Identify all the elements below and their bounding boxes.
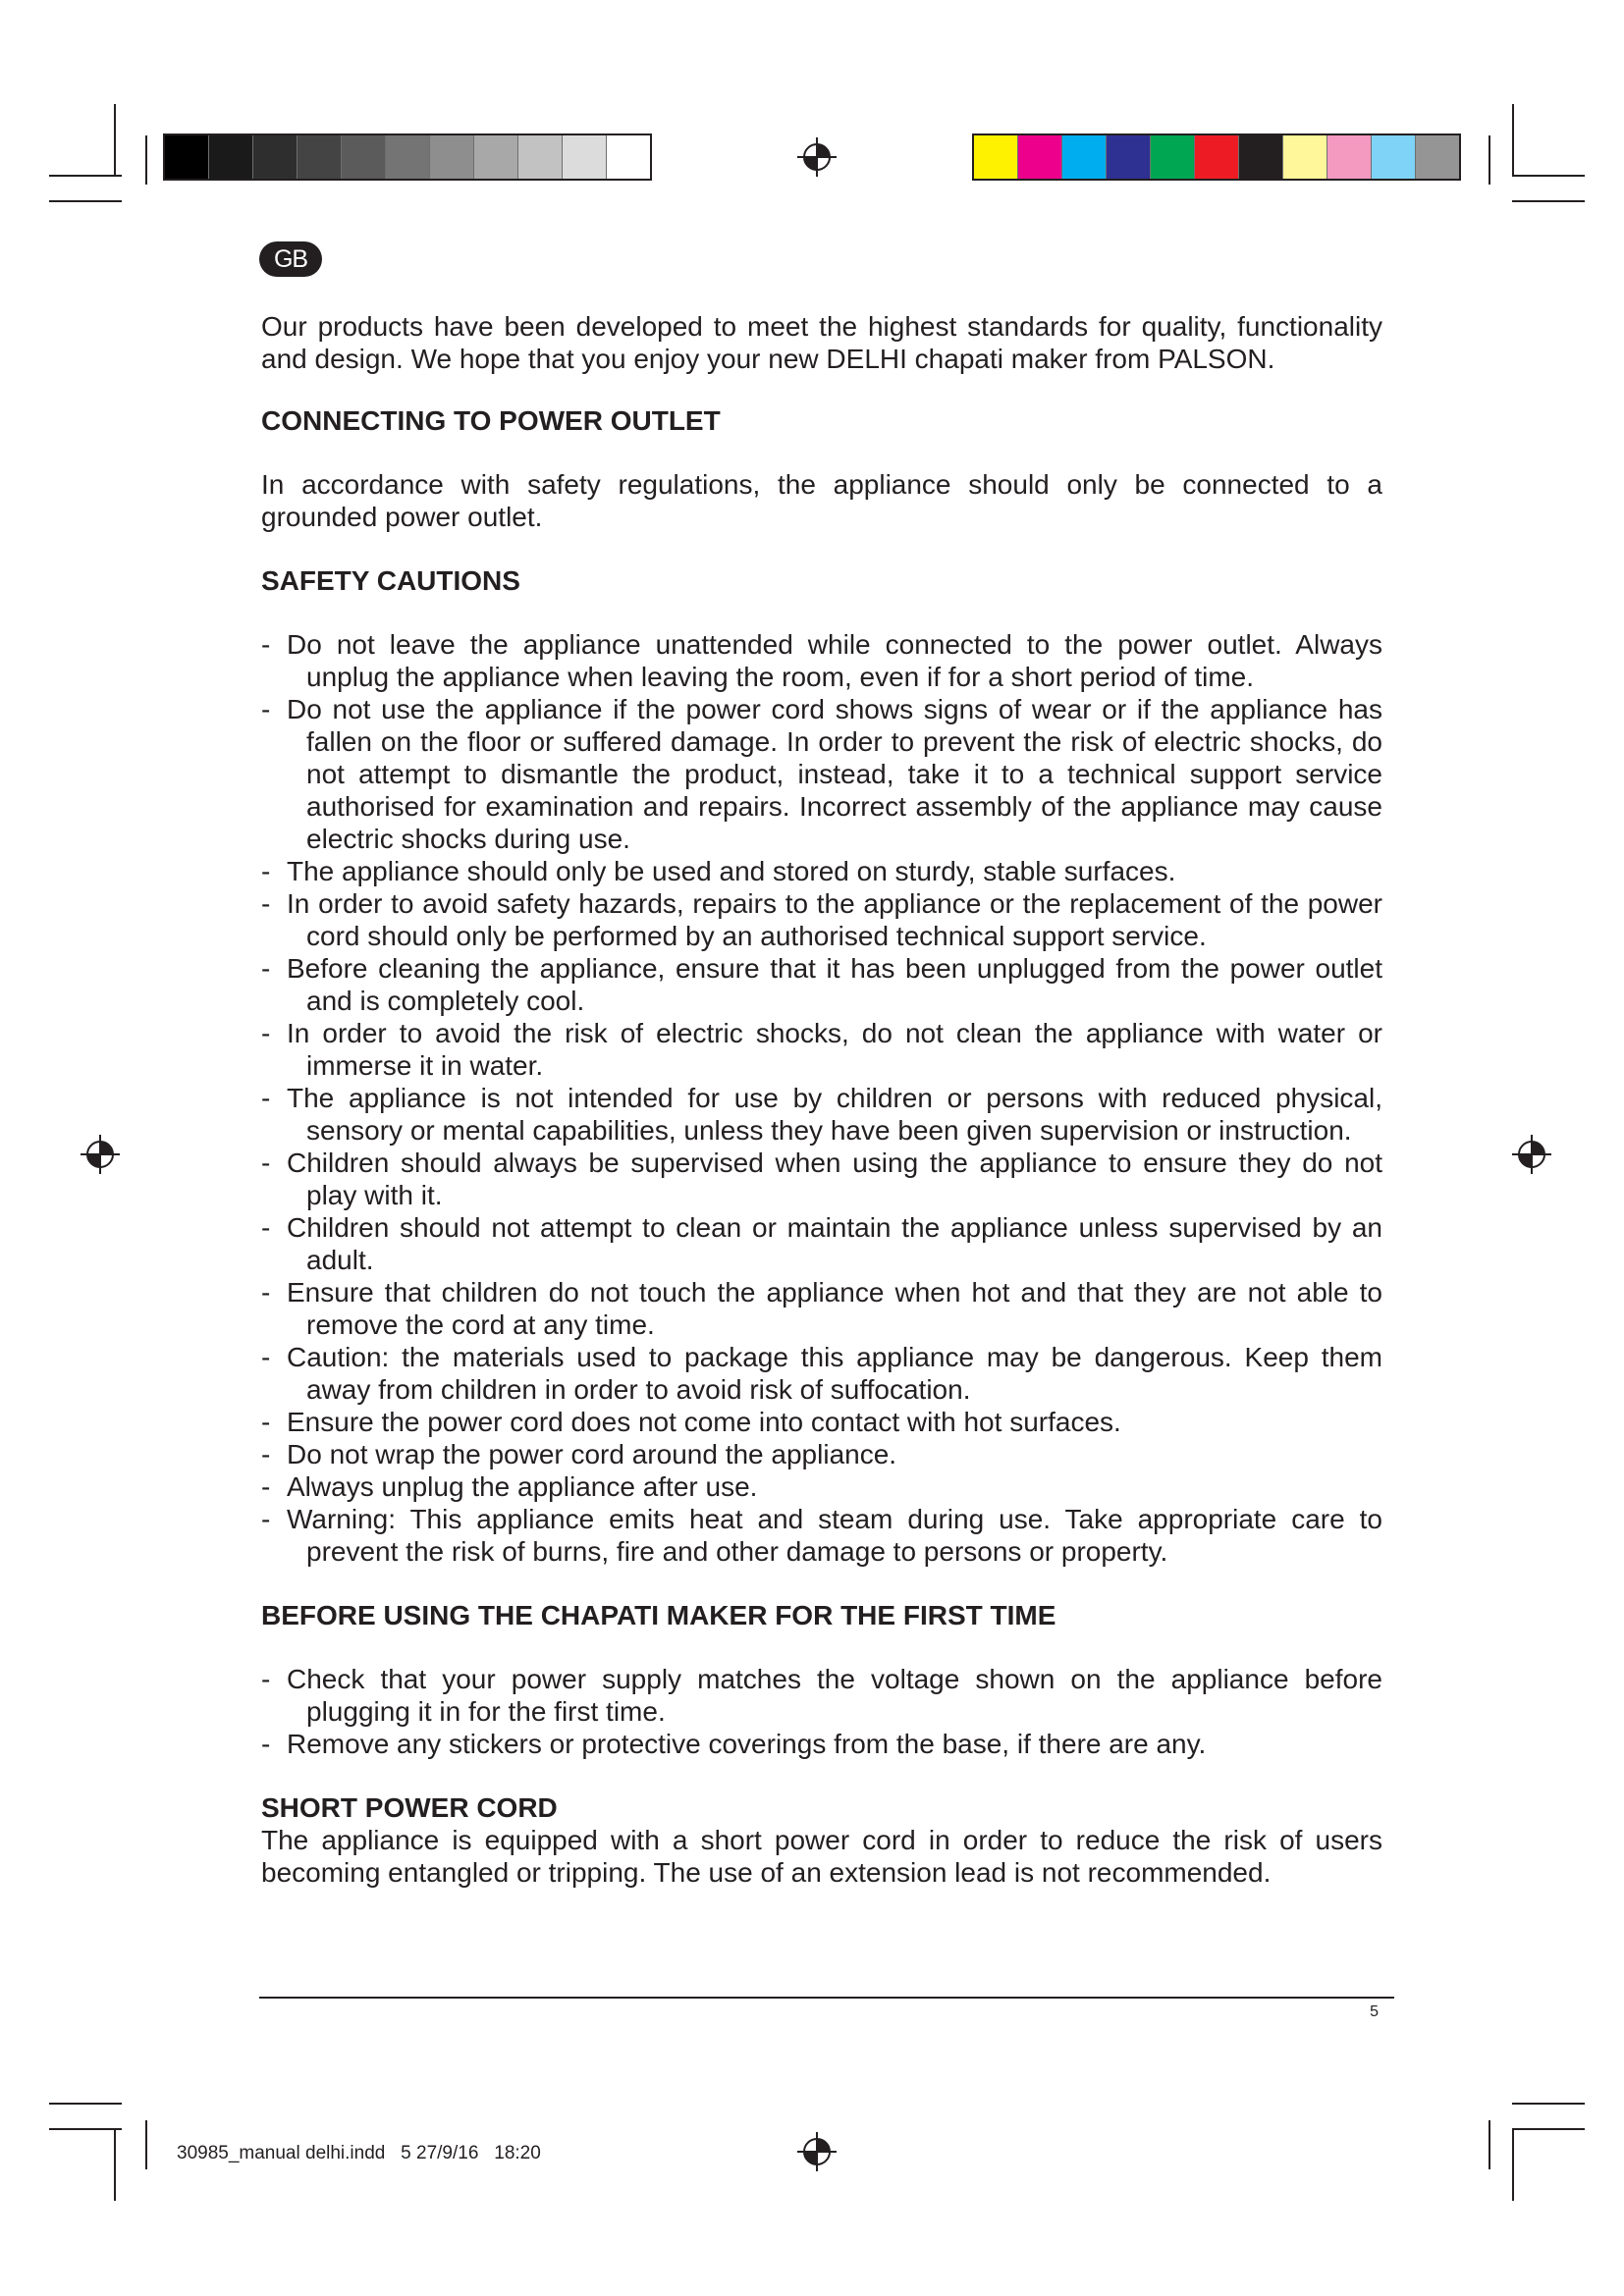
intro-paragraph: Our products have been developed to meet the highest standards for quality, functionality and design. We hope that you enjoy your new DELHI chapati maker from PALSON. xyxy=(261,311,1382,374)
color-swatch xyxy=(253,135,298,179)
list-item: - The appliance is not intended for use by children or persons with reduced physical, sensory or mental capabilities, unless they have been given supervision or instruction. xyxy=(261,1083,1382,1146)
color-swatch xyxy=(430,135,474,179)
color-swatch xyxy=(1239,135,1283,179)
list-item: - Check that your power supply matches the voltage shown on the appliance before plugging it in for the first time. xyxy=(261,1664,1382,1727)
list-item: - Do not use the appliance if the power cord shows signs of wear or if the appliance has fallen on the floor or suffered damage. In order to prevent the risk of electric shocks, do not attempt to dismantle the product, instead, take it to a technical support service authorised for examination and repairs. Incorrect assembly of the appliance may cause electric shocks during use. xyxy=(261,694,1382,854)
section-heading-first-use: BEFORE USING THE CHAPATI MAKER FOR THE FIRST TIME xyxy=(261,1600,1056,1630)
list-item: - In order to avoid safety hazards, repairs to the appliance or the replacement of the power cord should only be performed by an authorised technical support service. xyxy=(261,888,1382,951)
page-number: 5 xyxy=(1370,2003,1379,2020)
color-swatch xyxy=(1283,135,1327,179)
crop-mark xyxy=(1489,135,1490,185)
color-swatch xyxy=(607,135,650,179)
first-use-list xyxy=(261,1663,1382,1760)
crop-mark xyxy=(145,2120,147,2169)
short-cord-text: The appliance is equipped with a short power cord in order to reduce the risk of users becoming entangled or tripping. The use of an extension lead is not recommended. xyxy=(261,1825,1382,1888)
footer-divider xyxy=(259,1997,1394,1999)
crop-mark xyxy=(145,135,147,185)
crop-mark xyxy=(49,2103,122,2105)
list-item: - Ensure the power cord does not come into contact with hot surfaces. xyxy=(261,1407,1121,1437)
color-swatch xyxy=(563,135,607,179)
list-item: - The appliance should only be used and stored on sturdy, stable surfaces. xyxy=(261,856,1176,886)
color-swatch xyxy=(209,135,253,179)
crop-mark xyxy=(49,175,122,177)
color-swatch xyxy=(974,135,1018,179)
color-swatch xyxy=(1327,135,1372,179)
list-item: - Ensure that children do not touch the appliance when hot and that they are not able to remove the cord at any time. xyxy=(261,1277,1382,1340)
manual-body xyxy=(261,310,1382,1889)
crop-mark xyxy=(1512,2128,1514,2201)
list-item: - Children should not attempt to clean or maintain the appliance unless supervised by an adult. xyxy=(261,1212,1382,1275)
grayscale-calibration-bar xyxy=(163,133,652,181)
crop-mark xyxy=(49,2128,122,2130)
color-swatch xyxy=(298,135,342,179)
color-swatch xyxy=(1151,135,1195,179)
list-item: - Do not leave the appliance unattended while connected to the power outlet. Always unplug the appliance when leaving the room, even if for a short period of time. xyxy=(261,629,1382,692)
registration-target-icon xyxy=(797,137,837,177)
registration-target-icon xyxy=(797,2132,837,2171)
crop-mark xyxy=(114,104,116,177)
section-heading-safety: SAFETY CAUTIONS xyxy=(261,565,520,596)
color-swatch xyxy=(1372,135,1416,179)
color-swatch xyxy=(342,135,386,179)
color-calibration-bar xyxy=(972,133,1461,181)
list-item: - Warning: This appliance emits heat and steam during use. Take appropriate care to prevent the risk of burns, fire and other damage to persons or property. xyxy=(261,1504,1382,1567)
crop-mark xyxy=(1512,175,1585,177)
crop-mark xyxy=(1512,200,1585,202)
list-item: - Children should always be supervised when using the appliance to ensure they do not play with it. xyxy=(261,1148,1382,1210)
crop-mark xyxy=(1489,2120,1490,2169)
language-badge: GB xyxy=(259,241,322,277)
crop-mark xyxy=(1512,2103,1585,2105)
section-heading-power-outlet: CONNECTING TO POWER OUTLET xyxy=(261,405,721,436)
color-swatch xyxy=(1107,135,1151,179)
list-item: - Remove any stickers or protective coverings from the base, if there are any. xyxy=(261,1729,1207,1759)
list-item: - Do not wrap the power cord around the appliance. xyxy=(261,1439,897,1469)
list-item: - Caution: the materials used to package this appliance may be dangerous. Keep them away from children in order to avoid risk of suffocation. xyxy=(261,1342,1382,1405)
print-slug: 30985_manual delhi.indd 5 27/9/16 18:20 xyxy=(177,2143,541,2163)
list-item: - Always unplug the appliance after use. xyxy=(261,1471,758,1502)
color-swatch xyxy=(474,135,518,179)
color-swatch xyxy=(1195,135,1239,179)
crop-mark xyxy=(1512,104,1514,177)
crop-mark xyxy=(1512,2128,1585,2130)
safety-list xyxy=(261,628,1382,1568)
power-outlet-text: In accordance with safety regulations, the appliance should only be connected to a grounded power outlet. xyxy=(261,469,1382,532)
list-item: - In order to avoid the risk of electric shocks, do not clean the appliance with water or immerse it in water. xyxy=(261,1018,1382,1081)
registration-target-icon xyxy=(81,1135,120,1174)
crop-mark xyxy=(114,2128,116,2201)
registration-target-icon xyxy=(1512,1135,1551,1174)
color-swatch xyxy=(165,135,209,179)
color-swatch xyxy=(1062,135,1107,179)
list-item: - Before cleaning the appliance, ensure that it has been unplugged from the power outlet and is completely cool. xyxy=(261,953,1382,1016)
color-swatch xyxy=(386,135,430,179)
crop-mark xyxy=(49,200,122,202)
color-swatch xyxy=(518,135,563,179)
color-swatch xyxy=(1018,135,1062,179)
section-heading-short-cord: SHORT POWER CORD xyxy=(261,1792,558,1823)
color-swatch xyxy=(1416,135,1459,179)
